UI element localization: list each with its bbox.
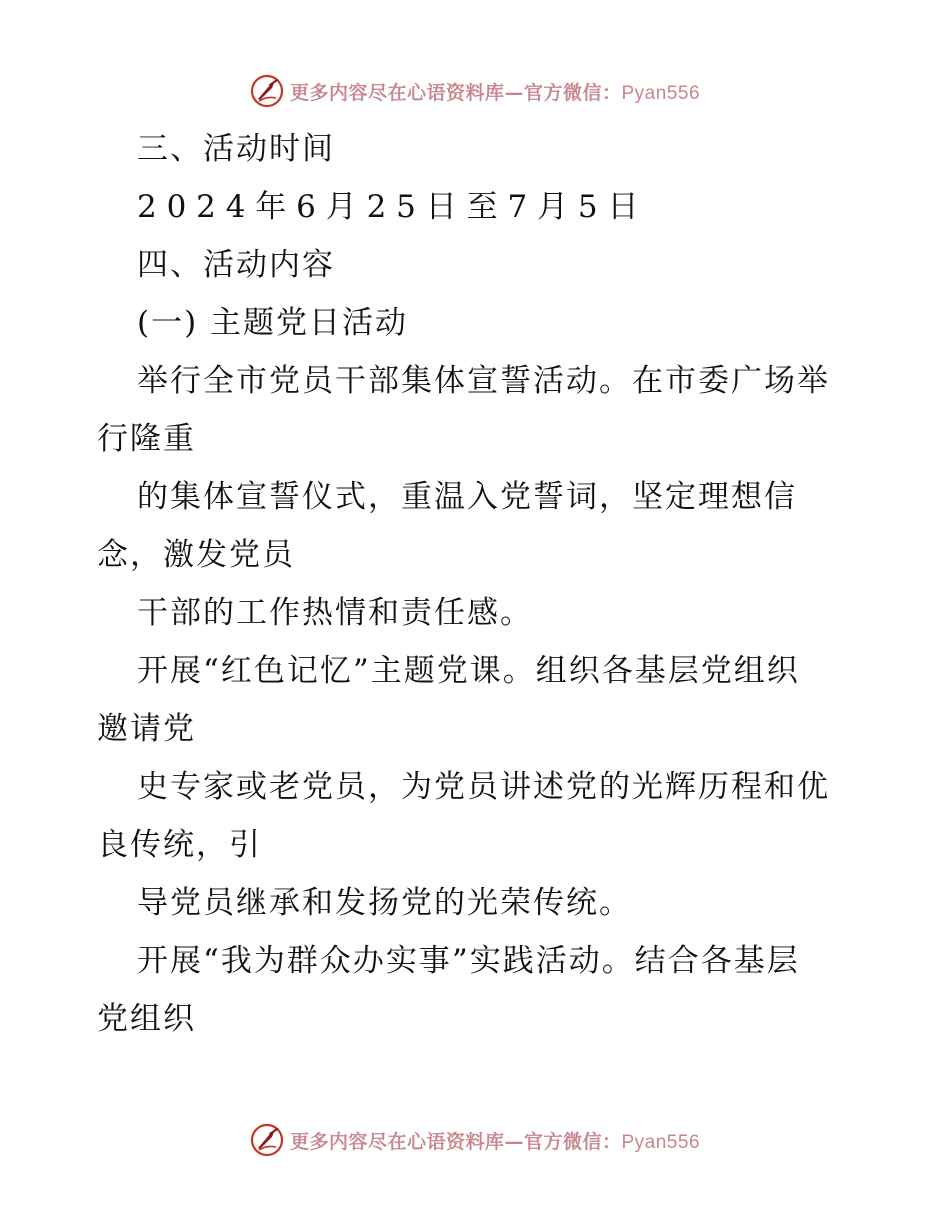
footer-watermark	[0, 1120, 950, 1160]
paragraph-line: 邀请党	[97, 711, 196, 747]
header-watermark	[0, 71, 950, 111]
document-body	[97, 120, 857, 1048]
paragraph-line: 行隆重	[97, 421, 196, 457]
paragraph-line: 党组织	[97, 1001, 196, 1037]
paragraph-line: 导党员继承和发扬党的光荣传统。	[137, 885, 632, 921]
watermark-text: 更多内容尽在心语资料库—官方微信：Pyan556	[289, 1130, 701, 1153]
watermark-text: 更多内容尽在心语资料库—官方微信：Pyan556	[289, 81, 701, 104]
quill-pen-logo-icon	[250, 1123, 284, 1157]
section-heading-activity-content: 四、活动内容	[137, 247, 335, 283]
paragraph-line: 念，激发党员	[97, 537, 295, 573]
paragraph-line: 开展“红色记忆”主题党课。组织各基层党组织	[137, 653, 800, 689]
quill-pen-logo-icon	[250, 74, 284, 108]
paragraph-line: 开展“我为群众办实事”实践活动。结合各基层	[137, 943, 800, 979]
paragraph-line: 干部的工作热情和责任感。	[137, 595, 533, 631]
activity-date-range: 2 0 2 4 年 6 月 2 5 日 至 7 月 5 日	[137, 189, 639, 225]
paragraph-line: 良传统，引	[97, 827, 262, 863]
section-heading-activity-time: 三、活动时间	[137, 131, 335, 167]
paragraph-line: 的集体宣誓仪式，重温入党誓词，坚定理想信	[137, 479, 797, 515]
subsection-heading-theme-party-day: (一) 主题党日活动	[137, 305, 409, 341]
paragraph-line: 史专家或老党员，为党员讲述党的光辉历程和优	[137, 769, 830, 805]
paragraph-line: 举行全市党员干部集体宣誓活动。在市委广场举	[137, 363, 830, 399]
